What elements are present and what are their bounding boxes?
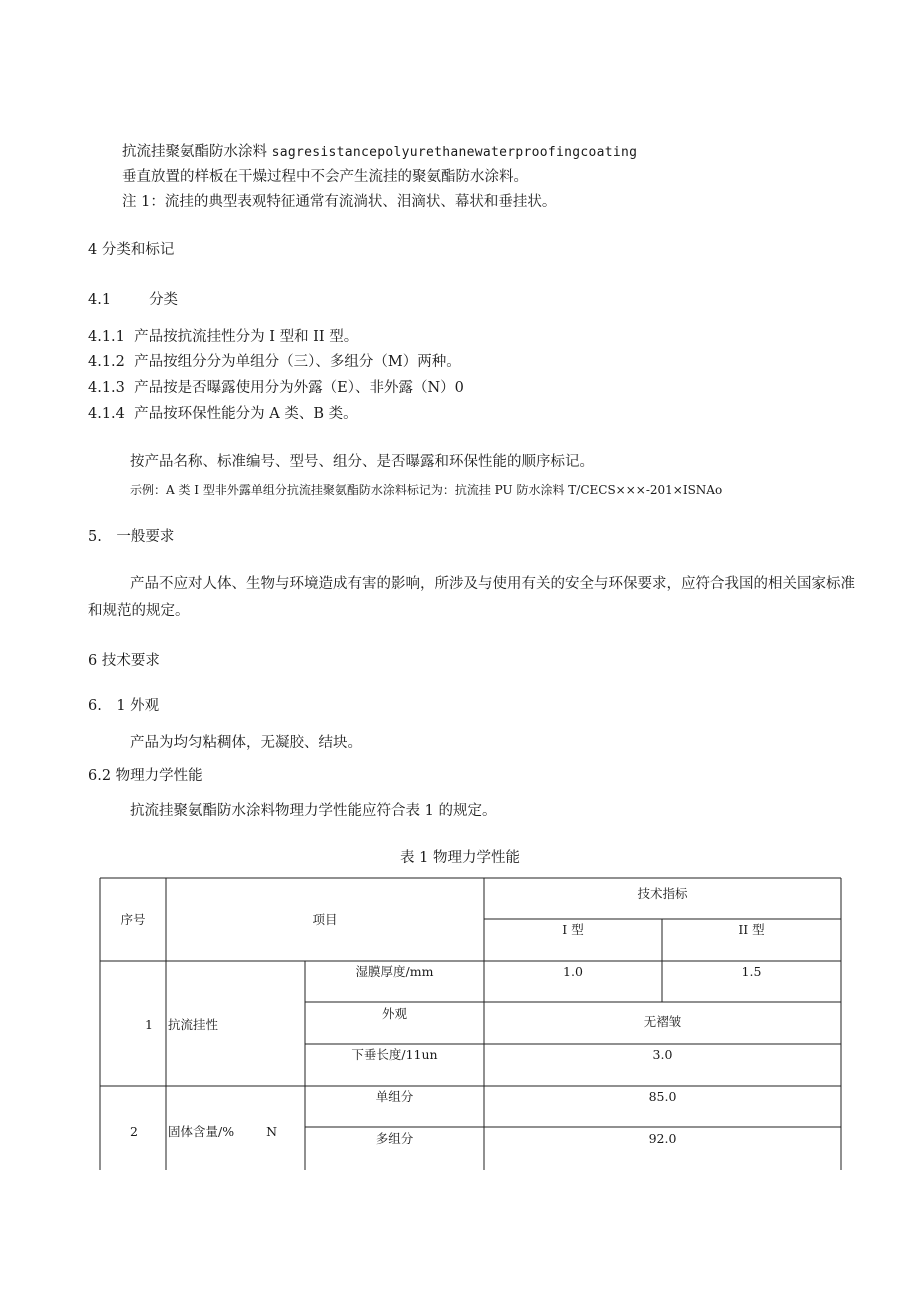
item-text: 产品按抗流挂性分为 I 型和 II 型。 xyxy=(134,329,359,345)
item-number: 4.1.3 xyxy=(88,380,125,396)
section6-1-heading: 6. 1 外观 xyxy=(88,698,160,714)
header-spec: 技术指标 xyxy=(637,886,688,901)
row2-no: 2 xyxy=(130,1124,138,1139)
table-caption: 表 1 物理力学性能 xyxy=(400,850,520,866)
term-title-en: sagresistancepolyurethanewaterproofingcoating xyxy=(271,145,638,160)
header-no: 序号 xyxy=(120,912,146,927)
section4-1-number: 4.1 xyxy=(88,292,112,308)
section6-heading: 6 技术要求 xyxy=(88,653,160,669)
item-number: 4.1.2 xyxy=(88,354,125,370)
term-title-zh: 抗流挂聚氨酯防水涂料 xyxy=(122,144,267,160)
row2-sub2-value: 92.0 xyxy=(648,1131,677,1146)
row1-sub3-name: 下垂长度/11un xyxy=(351,1047,438,1062)
item-number: 4.1.1 xyxy=(88,329,125,345)
section6-1-text: 产品为均匀粘稠体，无凝胶、结块。 xyxy=(130,735,362,751)
section4-1-title: 分类 xyxy=(149,292,179,308)
row2-item xyxy=(168,1124,277,1140)
row1-sub2-value: 无褶皱 xyxy=(643,1014,682,1029)
section6-2-text: 抗流挂聚氨酯防水涂料物理力学性能应符合表 1 的规定。 xyxy=(130,803,497,819)
header-type1: I 型 xyxy=(562,922,584,937)
term-note: 注 1：流挂的典型表观特征通常有流淌状、泪滴状、幕状和垂挂状。 xyxy=(122,194,557,210)
row2-item-label: 固体含量/% xyxy=(168,1124,235,1139)
row2-item-mark: N xyxy=(266,1124,278,1139)
row1-item: 抗流挂性 xyxy=(168,1017,219,1032)
header-item: 项目 xyxy=(312,912,338,927)
term-definition: 垂直放置的样板在干燥过程中不会产生流挂的聚氨酯防水涂料。 xyxy=(122,169,528,185)
section6-2-heading: 6.2 物理力学性能 xyxy=(88,768,203,784)
marking-example: 示例：A 类 I 型非外露单组分抗流挂聚氨酯防水涂料标记为：抗流挂 PU 防水涂料 T/CECS×××-201×ISNAo xyxy=(130,483,723,497)
section5-heading: 5. 一般要求 xyxy=(88,529,175,545)
section5-paragraph: 产品不应对人体、生物与环境造成有害的影响，所涉及与使用有关的安全与环保要求，应符合我国的相关国家标准和规范的规定。 xyxy=(88,576,855,619)
row1-sub2-name: 外观 xyxy=(381,1006,407,1021)
row1-sub3-value: 3.0 xyxy=(652,1047,673,1062)
item-text: 产品按环保性能分为 A 类、B 类。 xyxy=(134,406,358,422)
row2-sub2-name: 多组分 xyxy=(375,1131,414,1146)
item-text: 产品按组分分为单组分（三）、多组分（M）两种。 xyxy=(134,354,461,370)
row2-sub1-name: 单组分 xyxy=(375,1089,414,1104)
item-text: 产品按是否曝露使用分为外露（E）、非外露（N）0 xyxy=(134,380,464,396)
row2-sub1-value: 85.0 xyxy=(648,1089,677,1104)
marking-text: 按产品名称、标准编号、型号、组分、是否曝露和环保性能的顺序标记。 xyxy=(130,454,594,470)
row1-sub1-type2: 1.5 xyxy=(741,964,762,979)
item-number: 4.1.4 xyxy=(88,406,125,422)
row1-no: 1 xyxy=(145,1017,153,1032)
row1-sub1-name: 湿膜厚度/mm xyxy=(355,964,434,979)
header-type2: II 型 xyxy=(738,922,765,937)
section4-heading: 4 分类和标记 xyxy=(88,242,175,258)
row1-sub1-type1: 1.0 xyxy=(563,964,583,979)
